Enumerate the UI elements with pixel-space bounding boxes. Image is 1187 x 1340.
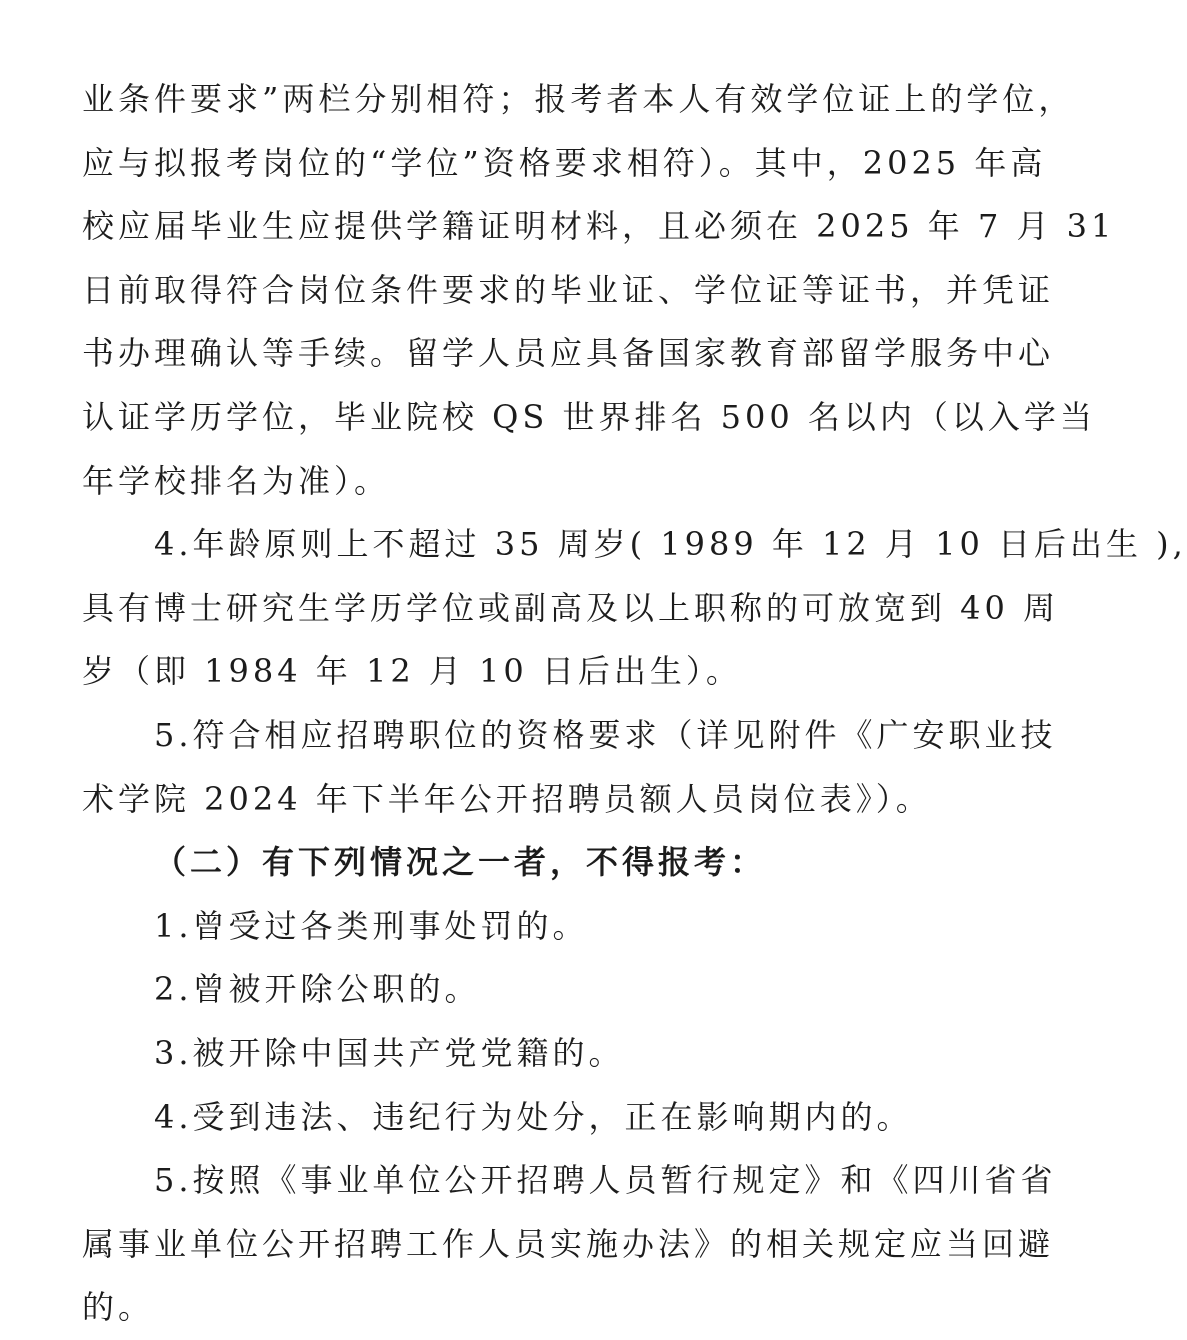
document-page bbox=[82, 68, 1187, 1340]
text-line-3: 校应届毕业生应提供学籍证明材料，且必须在 2025 年 7 月 31 bbox=[82, 207, 1116, 246]
text-line-10: 岁（即 1984 年 12 月 10 日后出生）。 bbox=[82, 652, 742, 691]
text-line-7: 年学校排名为准）。 bbox=[82, 461, 391, 500]
text-line-18: 5.按照《事业单位公开招聘人员暂行规定》和《四川省省 bbox=[154, 1161, 1057, 1200]
text-line-17: 4.受到违法、违纪行为处分，正在影响期内的。 bbox=[154, 1097, 913, 1136]
text-line-8: 4.年龄原则上不超过 35 周岁( 1989 年 12 月 10 日后出生 ), bbox=[154, 525, 1187, 564]
text-line-12: 术学院 2024 年下半年公开招聘员额人员岗位表》）。 bbox=[82, 779, 932, 818]
text-line-1: 业条件要求”两栏分别相符；报考者本人有效学位证上的学位， bbox=[82, 80, 1075, 118]
text-line-11: 5.符合相应招聘职位的资格要求（详见附件《广安职业技 bbox=[154, 715, 1057, 754]
text-line-15: 2.曾被开除公职的。 bbox=[154, 970, 481, 1009]
text-line-20: 的。 bbox=[82, 1288, 155, 1327]
section-heading: （二）有下列情况之一者，不得报考： bbox=[154, 843, 767, 882]
text-line-2: 应与拟报考岗位的“学位”资格要求相符）。其中，2025 年高 bbox=[82, 143, 1047, 182]
text-line-19: 属事业单位公开招聘工作人员实施办法》的相关规定应当回避 bbox=[82, 1224, 1055, 1263]
text-line-14: 1.曾受过各类刑事处罚的。 bbox=[154, 906, 589, 945]
text-line-5: 书办理确认等手续。留学人员应具备国家教育部留学服务中心 bbox=[82, 334, 1055, 373]
text-line-9: 具有博士研究生学历学位或副高及以上职称的可放宽到 40 周 bbox=[82, 588, 1060, 627]
text-line-16: 3.被开除中国共产党党籍的。 bbox=[154, 1033, 625, 1072]
text-line-6: 认证学历学位，毕业院校 QS 世界排名 500 名以内（以入学当 bbox=[82, 397, 1096, 436]
text-line-4: 日前取得符合岗位条件要求的毕业证、学位证等证书，并凭证 bbox=[82, 270, 1055, 309]
